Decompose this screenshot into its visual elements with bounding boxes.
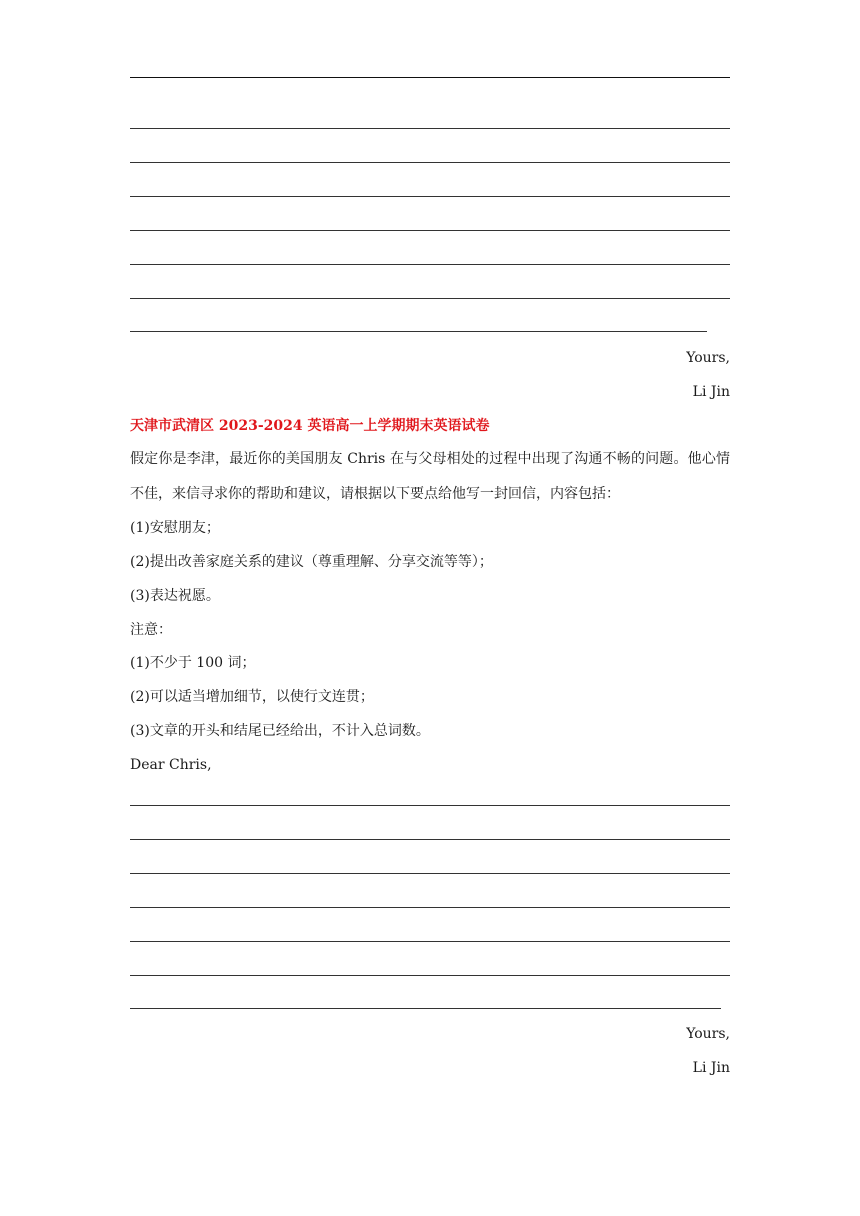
answer-line (130, 907, 730, 908)
answer-line (130, 1008, 721, 1009)
answer-line (130, 941, 730, 942)
letter-salutation: Dear Chris, (130, 757, 212, 773)
letter-closing: Yours, (686, 1026, 730, 1042)
note-item: (3)文章的开头和结尾已经给出，不计入总词数。 (130, 723, 430, 739)
answer-line (130, 162, 730, 163)
point-item: (1)安慰朋友； (130, 520, 220, 536)
answer-line (130, 230, 730, 231)
answer-line (130, 77, 730, 78)
section-heading: 天津市武清区 2023-2024 英语高一上学期期末英语试卷 (130, 418, 490, 434)
note-item: (1)不少于 100 词； (130, 655, 256, 671)
note-item: (2)可以适当增加细节，以使行文连贯； (130, 689, 374, 705)
answer-line (130, 128, 730, 129)
point-item: (2)提出改善家庭关系的建议（尊重理解、分享交流等等）； (130, 554, 493, 570)
answer-line (130, 196, 730, 197)
answer-line (130, 805, 730, 806)
answer-line (130, 298, 730, 299)
answer-line (130, 264, 730, 265)
letter-signature: Li Jin (692, 1060, 730, 1076)
letter-closing: Yours, (686, 350, 730, 366)
answer-line (130, 873, 730, 874)
point-item: (3)表达祝愿。 (130, 588, 220, 604)
prompt-paragraph: 假定你是李津，最近你的美国朋友 Chris 在与父母相处的过程中出现了沟通不畅的问题。他心情不佳，来信寻求你的帮助和建议，请根据以下要点给他写一封回信，内容包括： (130, 451, 730, 502)
answer-line (130, 839, 730, 840)
answer-line (130, 331, 707, 332)
answer-line (130, 975, 730, 976)
letter-signature: Li Jin (692, 384, 730, 400)
notes-label: 注意： (130, 622, 172, 638)
